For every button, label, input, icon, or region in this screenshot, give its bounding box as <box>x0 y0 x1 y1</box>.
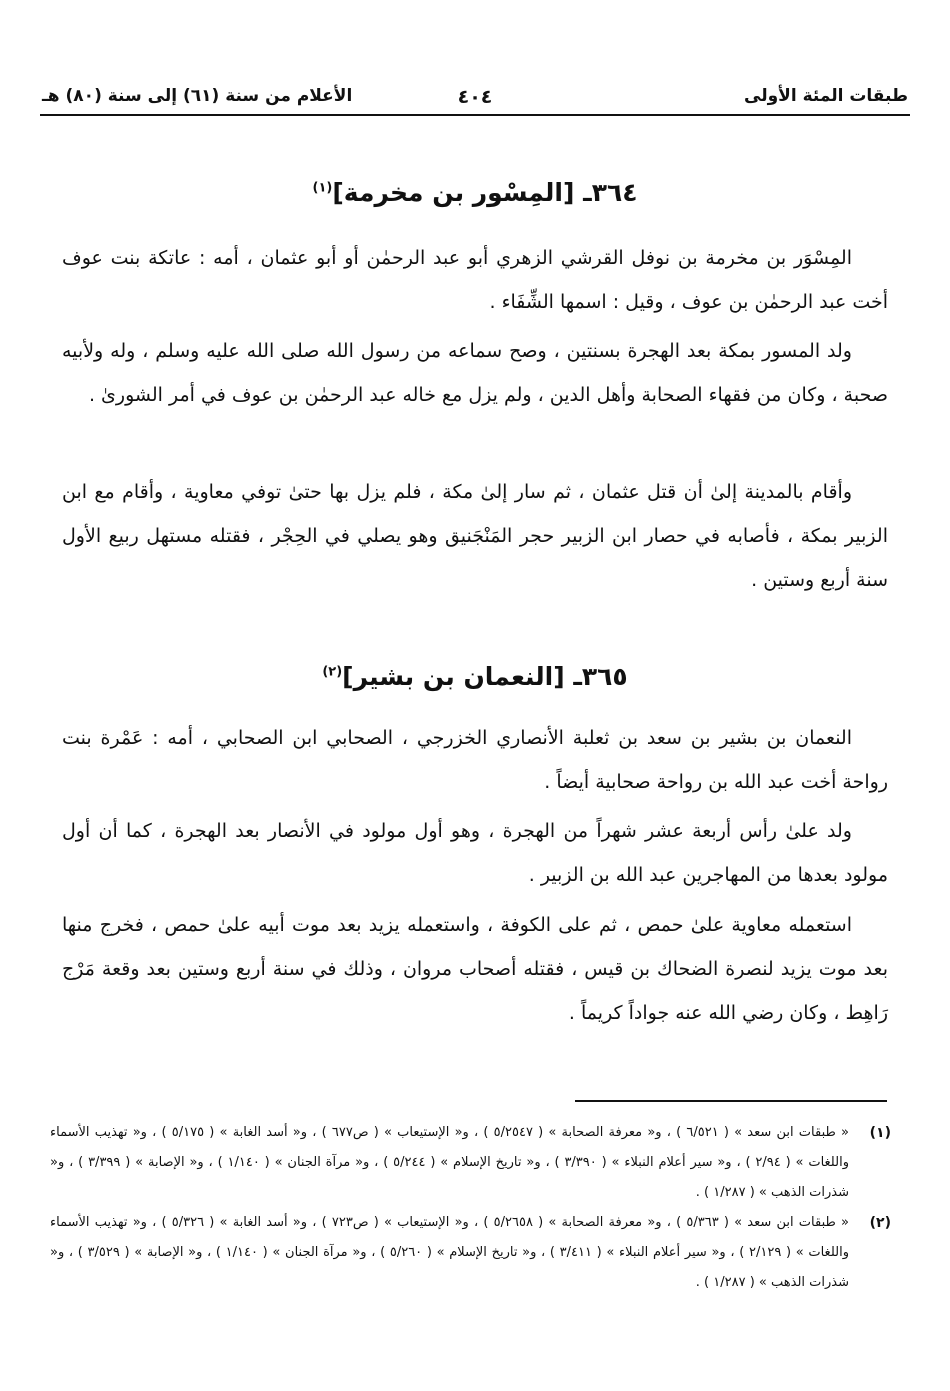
paragraph: وأقام بالمدينة إلىٰ أن قتل عثمان ، ثم سار إلىٰ مكة ، فلم يزل بها حتىٰ توفي معاوية ، وأقام مع ابن الزبير بمكة ، فأصابه في حصار ابن الزبير حجر المَنْجَنيق وهو يصلي في الحِجْر ، فقتله مستهل ربيع الأول سنة أربع وستين . <box>62 481 888 591</box>
footnote-ref: (٢) <box>322 664 343 680</box>
entry-title-364 <box>40 178 910 207</box>
paragraph: المِسْوَر بن مخرمة بن نوفل القرشي الزهري أبو عبد الرحمٰن أو أبو عثمان ، أمه : عاتكة بنت عوف أخت عبد الرحمٰن بن عوف ، وقيل : اسمها الشِّفَاء . <box>62 247 888 313</box>
book-title: طبقات المئة الأولى <box>744 86 908 106</box>
footnote-number: (٢) <box>869 1215 891 1231</box>
paragraph: ولد المسور بمكة بعد الهجرة بسنتين ، وصح سماعه من رسول الله صلى الله عليه وسلم ، وله ولأبيه صحبة ، وكان من فقهاء الصحابة وأهل الدين ، ولم يزل مع خاله عبد الرحمٰن بن عوف في أمر الشورىٰ . <box>62 340 888 406</box>
footnotes <box>50 1118 895 1298</box>
running-header <box>40 80 910 116</box>
page-number: ٤٠٤ <box>457 86 493 108</box>
footnote-separator <box>575 1100 887 1102</box>
section-title: الأعلام من سنة (٦١) إلى سنة (٨٠) هـ <box>42 86 353 106</box>
footnote-1 <box>50 1118 895 1208</box>
footnote-text: « طبقات ابن سعد » ( ٥/٣٦٣ ) ، و« معرفة الصحابة » ( ٥/٢٦٥٨ ) ، و« الإستيعاب » ( ص٧٢٣ ) ، و« أسد الغابة » ( ٥/٣٢٦ ) ، و« تهذيب الأسماء واللغات » ( ٢/١٢٩ ) ، و« سير أعلام النبلاء » ( ٣/٤١١ ) ، و« تاريخ الإسلام » ( ٥/٢٦٠ ) ، و« مرآة الجنان » ( ١/١٤٠ ) ، و« الإصابة » ( ٣/٥٢٩ ) ، و« شذرات الذهب » ( ١/٢٨٧ ) . <box>50 1215 849 1290</box>
footnote-ref: (١) <box>312 180 333 196</box>
paragraph: ولد علىٰ رأس أربعة عشر شهراً من الهجرة ، وهو أول مولود في الأنصار بعد الهجرة ، كما أن أول مولود بعدها من المهاجرين عبد الله بن الزبير . <box>62 820 888 886</box>
footnote-text: « طبقات ابن سعد » ( ٦/٥٢١ ) ، و« معرفة الصحابة » ( ٥/٢٥٤٧ ) ، و« الإستيعاب » ( ص٦٧٧ ) ، و« أسد الغابة » ( ٥/١٧٥ ) ، و« تهذيب الأسماء واللغات » ( ٢/٩٤ ) ، و« سير أعلام النبلاء » ( ٣/٣٩٠ ) ، و« تاريخ الإسلام » ( ٥/٢٤٤ ) ، و« مرآة الجنان » ( ١/١٤٠ ) ، و« الإصابة » ( ٣/٣٩٩ ) ، و« شذرات الذهب » ( ١/٢٨٧ ) . <box>50 1125 849 1200</box>
entry-heading: ٣٦٤ـ [المِسْور بن مخرمة] <box>332 178 638 207</box>
paragraph: النعمان بن بشير بن سعد بن ثعلبة الأنصاري الخزرجي ، الصحابي ابن الصحابي ، أمه : عَمْرة بنت رواحة أخت عبد الله بن رواحة صحابية أيضاً . <box>62 727 888 793</box>
footnote-number: (١) <box>869 1125 891 1141</box>
paragraph: استعمله معاوية علىٰ حمص ، ثم على الكوفة ، واستعمله يزيد بعد موت أبيه علىٰ حمص ، فخرج منها بعد موت يزيد لنصرة الضحاك بن قيس ، فقتله أصحاب مروان ، وذلك في سنة أربع وستين بعد وقعة مَرْج رَاهِط ، وكان رضي الله عنه جواداً كريماً . <box>62 914 888 1024</box>
entry-heading: ٣٦٥ـ [النعمان بن بشير] <box>342 662 628 691</box>
footnote-2 <box>50 1208 895 1298</box>
entry-title-365 <box>40 662 910 691</box>
